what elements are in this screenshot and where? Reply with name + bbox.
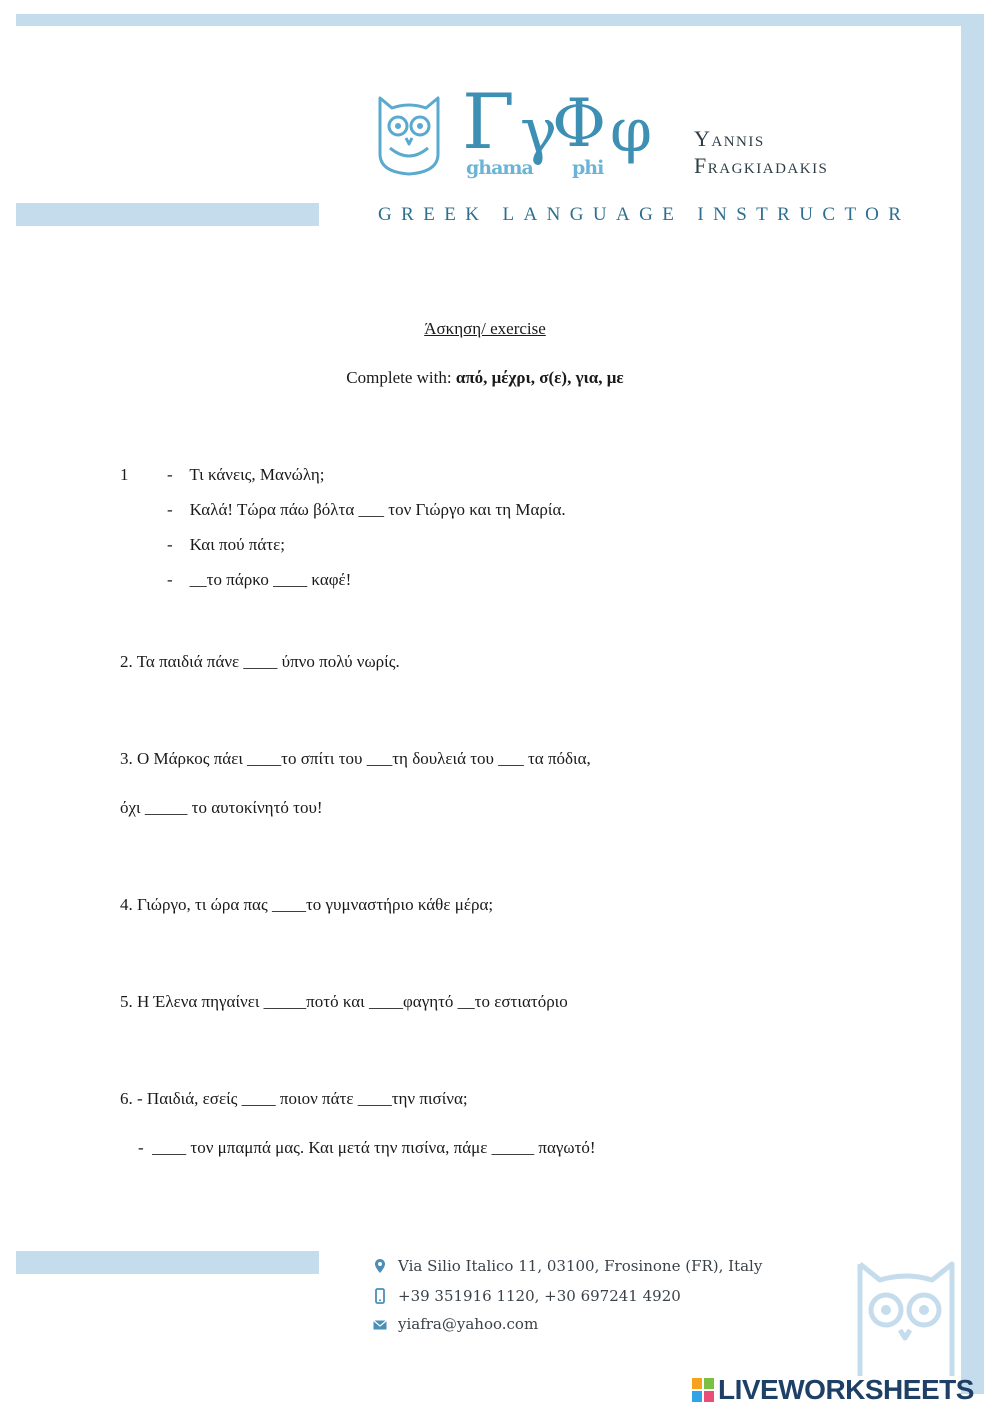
question-1-line-2: - Καλά! Τώρα πάω βόλτα ___ τον Γιώργο και τη Μαρία. (167, 500, 566, 519)
question-3-line-2: όχι _____ το αυτοκίνητό του! (120, 798, 323, 817)
question-1-number: 1 (120, 465, 129, 484)
question-2: 2. Τα παιδιά πάνε ____ ύπνο πολύ νωρίς. (120, 652, 400, 671)
instruction-prefix: Complete with: (346, 368, 456, 387)
top-border-bar (16, 14, 984, 26)
liveworksheets-text: LIVEWORKSHEETS (718, 1374, 974, 1405)
logo-sub-ghama: ghama (466, 157, 533, 179)
question-1-line-4: - __το πάρκο ____ καφέ! (167, 570, 352, 589)
logo-sub-phi: phi (572, 157, 604, 179)
owl-watermark-icon (852, 1258, 960, 1376)
instructor-last-name: Fragkiadakis (694, 153, 829, 178)
logo-letter-gamma-lower: γ (520, 94, 558, 167)
instructor-first-name: Yannis (694, 126, 765, 151)
footer-address: Via Silio Italico 11, 03100, Frosinone (FR), Italy (398, 1257, 763, 1275)
question-1-line-1: - Τι κάνεις, Μανώλη; (167, 465, 325, 484)
logo-letter-gamma-upper: Γ (462, 77, 515, 166)
logo-letter-phi-lower: φ (610, 96, 653, 166)
question-6-line-1: 6. - Παιδιά, εσείς ____ ποιον πάτε ____την πισίνα; (120, 1089, 468, 1108)
instruction-words: από, μέχρι, σ(ε), για, με (455, 368, 624, 387)
liveworksheets-logo-icon (692, 1378, 714, 1402)
question-3-line-1: 3. Ο Μάρκος πάει ____το σπίτι του ___τη δουλειά του ___ τα πόδια, (120, 749, 591, 768)
exercise-title: Άσκηση/ exercise (424, 319, 546, 338)
footer-email: yiafra@yahoo.com (398, 1315, 539, 1333)
header-accent-bar (16, 203, 319, 226)
footer-accent-bar (16, 1251, 319, 1274)
question-1-line-3: - Και πού πάτε; (167, 535, 285, 554)
question-5: 5. Η Έλενα πηγαίνει _____ποτό και ____φαγητό __το εστιατόριο (120, 992, 568, 1011)
question-6-line-2: - ____ τον μπαμπά μας. Και μετά την πισίνα, πάμε _____ παγωτό! (138, 1138, 596, 1157)
header-subtitle: GREEK LANGUAGE INSTRUCTOR (378, 204, 911, 225)
owl-logo-icon (376, 94, 442, 176)
logo-letter-phi-upper: Φ (552, 85, 607, 162)
email-icon (372, 1317, 388, 1333)
location-pin-icon (372, 1258, 388, 1274)
question-4: 4. Γιώργο, τι ώρα πας ____το γυμναστήριο κάθε μέρα; (120, 895, 494, 914)
right-border-bar (961, 14, 984, 1394)
footer-phone: +39 351916 1120, +30 697241 4920 (398, 1287, 681, 1305)
phone-icon (372, 1288, 388, 1304)
exercise-instruction (0, 367, 970, 389)
